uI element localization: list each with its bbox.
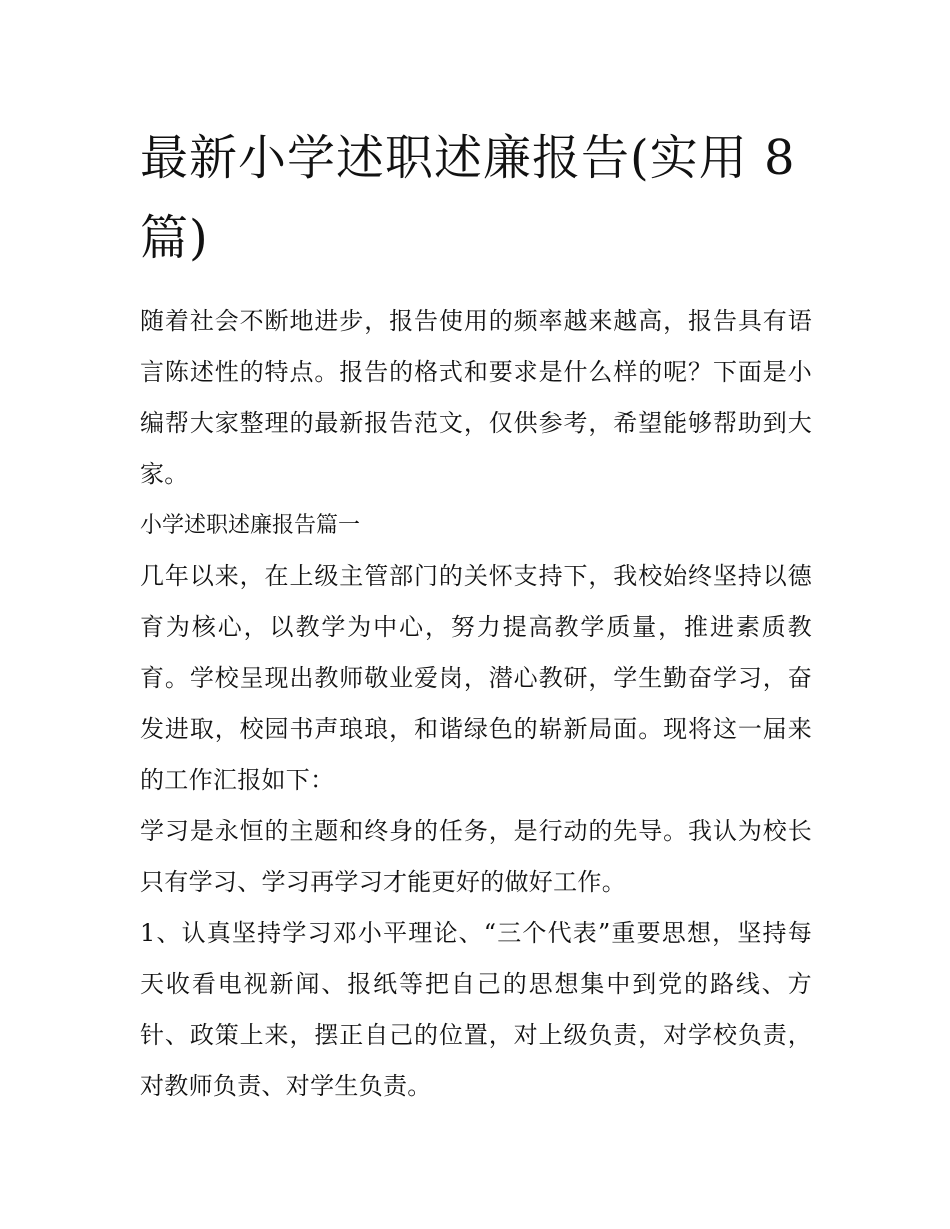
document-title: 最新小学述职述廉报告(实用 8 篇) bbox=[140, 130, 796, 266]
body-paragraph: 几年以来，在上级主管部门的关怀支持下，我校始终坚持以德育为核心，以教学为中心，努力提高教学质量，推进素质教育。学校呈现出教师敬业爱岗，潜心教研，学生勤奋学习，奋发进取，校园书声琅琅，和谐绿色的崭新局面。现将这一届来的工作汇报如下： bbox=[140, 562, 812, 794]
section-heading: 小学述职述廉报告篇一 bbox=[140, 513, 361, 538]
intro-paragraph: 随着社会不断地进步，报告使用的频率越来越高，报告具有语言陈述性的特点。报告的格式和要求是什么样的呢？下面是小编帮大家整理的最新报告范文，仅供参考，希望能够帮助到大家。 bbox=[140, 307, 812, 488]
body-paragraph: 学习是永恒的主题和终身的任务，是行动的先导。我认为校长只有学习、学习再学习才能更好的做好工作。 bbox=[140, 817, 812, 896]
document-body bbox=[140, 118, 812, 1112]
body-paragraph: 1、认真坚持学习邓小平理论、“三个代表”重要思想，坚持每天收看电视新闻、报纸等把自己的思想集中到党的路线、方针、政策上来，摆正自己的位置，对上级负责，对学校负责，对教师负责、对学生负责。 bbox=[140, 919, 812, 1100]
